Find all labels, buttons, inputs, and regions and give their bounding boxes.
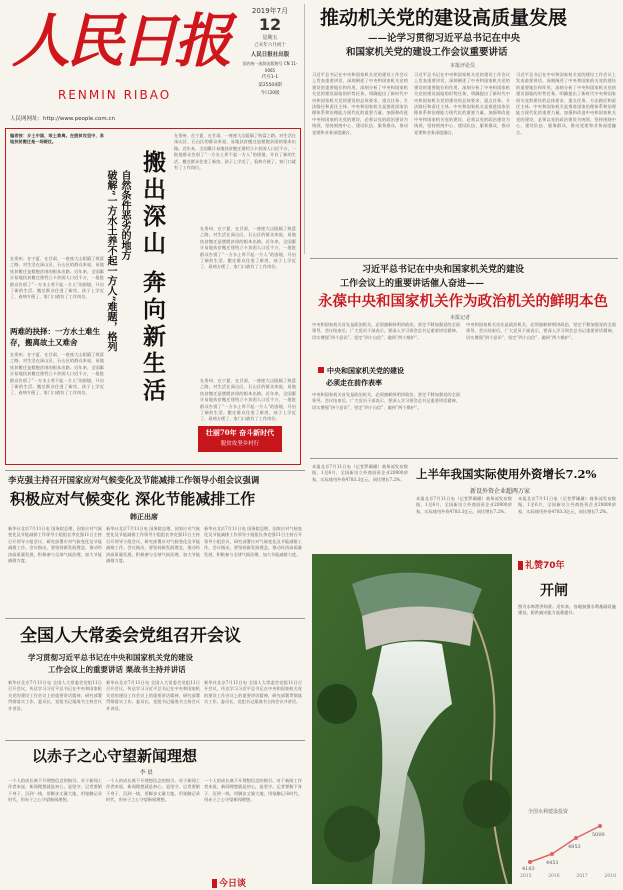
feature-side-head: 两难的抉择：一方水土难生存，搬离故土又难舍 bbox=[10, 327, 100, 347]
today-talk-text: 今日谈 bbox=[219, 879, 247, 889]
pages: 今日20版 bbox=[260, 91, 280, 96]
npc-headline: 全国人大常委会党组召开会议 bbox=[20, 626, 241, 646]
lead-subhead1: ——论学习贯彻习近平总书记在中央 bbox=[368, 33, 521, 44]
second-kicker1: 习近平总书记在中央和国家机关党的建设 bbox=[362, 265, 525, 275]
second-body-col1: 中央和国家机关首先是政治机关，必须旗帜鲜明讲政治，坚定不移加强党的全面领导。会议结束后，广大党员干部表示，要深入学习领会总书记重要讲话精神，切实增强“四个意识”、坚定“四个自信”、做到“两个维护”。 bbox=[312, 322, 460, 340]
second-headline: 永葆中央和国家机关作为政治机关的鲜明本色 bbox=[318, 293, 608, 310]
mini-chart-value: 5000 bbox=[592, 832, 605, 838]
mini-chart-caption: 全国水利建设投资 bbox=[528, 809, 569, 815]
masthead-pinyin: RENMIN RIBAO bbox=[58, 88, 172, 102]
date-box bbox=[240, 6, 300, 124]
mini-chart-value: 4183 bbox=[522, 866, 535, 872]
commentary-top-rule bbox=[5, 740, 305, 741]
forex-body-col2: 本报北京7月11日电（记者罗珊珊）商务部发布数据，1至6月，全国新设立外商投资企业20000余家，实际使用外资4783.3亿元，同比增长7.2%。 bbox=[416, 496, 512, 514]
feature-deck2: 破解“一方水土养不起一方人”难题，格列 bbox=[105, 170, 116, 352]
feature-deck1: 自然条件恶劣的地方 bbox=[119, 170, 130, 260]
second-section-tag2: 必须走在前作表率 bbox=[326, 378, 382, 387]
photo-tag-square-icon bbox=[518, 561, 523, 570]
masthead-title: 人民日报 bbox=[12, 7, 229, 75]
forex-subhead: 新设外资企业超两万家 bbox=[470, 488, 531, 495]
feature-body-mid1: 在贵州、在宁夏、在甘肃，一座座大山阻隔了致富之路。对生活在深山区、石山区的群众来说，易地扶贫搬迁是摆脱贫困的根本出路。近年来，全国累计易地扶贫搬迁建档立卡贫困人口近千万，一批批群众告别了“一方水土养不起一方人”的困境，开启了新的生活。搬迁群众住进了新房，孩子上学近了，看病方便了，家门口就有了工作岗位。 bbox=[174, 133, 296, 171]
date-day: 12 bbox=[258, 15, 282, 34]
forex-body-left: 本报北京7月11日电（记者罗珊珊）商务部发布数据，1至6月，全国新设立外商投资企业20000余家，实际使用外资4783.3亿元，同比增长7.2%。 bbox=[312, 464, 408, 482]
forex-body-col3: 本报北京7月11日电（记者罗珊珊）商务部发布数据，1至6月，全国新设立外商投资企业20000余家，实际使用外资4783.3亿元，同比增长7.2%。 bbox=[518, 496, 616, 514]
mini-chart-point bbox=[528, 860, 532, 864]
commentary-body-col1: 一个人的成长离不开理想信念的指引。对于新闻工作者来说，新闻理想就是初心，是坚守。记者要俯下身子、沉到一线，用脚步丈量大地，用笔触记录时代，用赤子之心守望新闻理想。 bbox=[8, 778, 102, 803]
today-talk-square-icon bbox=[212, 879, 217, 888]
dam-photo bbox=[312, 554, 512, 884]
mini-chart-point bbox=[598, 824, 602, 828]
climate-body-col1: 新华社北京7月11日电 国务院总理、国家应对气候变化及节能减排工作领导小组组长李克强11日主持召开领导小组会议，研究部署应对气候变化及节能减排工作。会议指出，要坚持新发展理念，推动经济高质量发展，积极参与全球气候治理，加大节能减排力度。 bbox=[8, 526, 102, 564]
npc-top-rule bbox=[5, 618, 305, 619]
date-year-month: 2019年7月 bbox=[251, 7, 289, 15]
photo-title: 开闸 bbox=[540, 583, 568, 599]
npc-subhead2: 工作会议上的重要讲话 栗战书主持并讲话 bbox=[48, 665, 186, 674]
npc-body-col1: 新华社北京7月11日电 全国人大常委会党组11日召开会议，传达学习习近平总书记在中央和国家机关党的建设工作会议上的重要讲话精神，研究部署贯彻落实工作。委员长、党组书记栗战书主持会议并讲话。 bbox=[8, 680, 102, 711]
commentary-body-col3: 一个人的成长离不开理想信念的指引。对于新闻工作者来说，新闻理想就是初心，是坚守。记者要俯下身子、沉到一线，用脚步丈量大地，用笔触记录时代，用赤子之心守望新闻理想。 bbox=[204, 778, 302, 803]
lead-body-col2: 习近平总书记在中央和国家机关党的建设工作会议上发表重要讲话，深刻阐述了中央和国家机关党的建设的重要地位和作用，深刻分析了中央和国家机关党的建设面临的形势任务，明确提出了新时代中央和国家机关党的建设的总体要求、重点任务、方法路径和责任主体。中央和国家机关是推进国家治理体系和治理能力现代化的重要力量。加强和改进中央和国家机关党的建设，必须以党的政治建设为统领，坚持围绕中心、建设队伍、服务群众，推动党建和业务深度融合。 bbox=[414, 72, 510, 135]
mini-chart bbox=[518, 818, 616, 874]
mini-chart-value: 4853 bbox=[568, 844, 581, 850]
section-tag-text: 中央和国家机关党的建设 bbox=[327, 366, 404, 375]
second-kicker2: 工作会议上的重要讲话催人奋进—— bbox=[340, 279, 485, 289]
feature-body-mid2: 在贵州、在宁夏、在甘肃，一座座大山阻隔了致富之路。对生活在深山区、石山区的群众来说，易地扶贫搬迁是摆脱贫困的根本出路。近年来，全国累计易地扶贫搬迁建档立卡贫困人口近千万，一批批群众告别了“一方水土养不起一方人”的困境，开启了新的生活。搬迁群众住进了新房，孩子上学近了，看病方便了，家门口就有了工作岗位。 bbox=[200, 226, 296, 270]
photo-tag-text: 礼赞70年 bbox=[525, 561, 565, 571]
mini-chart-years bbox=[520, 874, 616, 879]
lead-body-col3: 习近平总书记在中央和国家机关党的建设工作会议上发表重要讲话，深刻阐述了中央和国家机关党的建设的重要地位和作用，深刻分析了中央和国家机关党的建设面临的形势任务，明确提出了新时代中央和国家机关党的建设的总体要求、重点任务、方法路径和责任主体。中央和国家机关是推进国家治理体系和治理能力现代化的重要力量。加强和改进中央和国家机关党的建设，必须以党的政治建设为统领，坚持围绕中心、建设队伍、服务群众，推动党建和业务深度融合。 bbox=[516, 72, 616, 135]
mini-chart-value: 4451 bbox=[546, 860, 559, 866]
photo-tag bbox=[518, 558, 565, 571]
dam-photo-illustration bbox=[312, 554, 512, 884]
mini-chart-point bbox=[550, 852, 554, 856]
today-talk-tag bbox=[212, 876, 246, 889]
lead-subhead2: 和国家机关党的建设工作会议重要讲话 bbox=[346, 47, 508, 58]
forex-top-rule bbox=[310, 458, 618, 459]
second-byline: 本报记者 bbox=[450, 315, 471, 321]
second-body-col3: 中央和国家机关首先是政治机关，必须旗帜鲜明讲政治，坚定不移加强党的全面领导。会议结束后，广大党员干部表示，要深入学习领会总书记重要讲话精神，切实增强“四个意识”、坚定“四个自信”、做到“两个维护”。 bbox=[312, 392, 460, 410]
mini-chart-year: 2015 bbox=[520, 874, 532, 879]
commentary-byline: 李 晨 bbox=[140, 770, 153, 776]
feature-banner-line1: 壮丽70年 奋斗新时代 bbox=[205, 428, 275, 437]
mini-chart-line bbox=[530, 826, 600, 862]
publisher: 人民日报社出版 bbox=[250, 52, 290, 58]
date-lunar: 己亥年六月初十 bbox=[254, 43, 286, 48]
feature-banner bbox=[198, 426, 282, 452]
feature-banner-line2: 脱贫攻坚乡村行 bbox=[220, 441, 260, 447]
mini-chart-year: 2016 bbox=[548, 874, 560, 879]
mini-chart-point bbox=[574, 836, 578, 840]
climate-note: 韩正出席 bbox=[130, 512, 158, 521]
npc-body-col3: 新华社北京7月11日电 全国人大常委会党组11日召开会议，传达学习习近平总书记在中央和国家机关党的建设工作会议上的重要讲话精神，研究部署贯彻落实工作。委员长、党组书记栗战书主持会议并讲话。 bbox=[204, 680, 302, 705]
second-body-col2: 中央和国家机关首先是政治机关，必须旗帜鲜明讲政治，坚定不移加强党的全面领导。会议结束后，广大党员干部表示，要深入学习领会总书记重要讲话精神，切实增强“四个意识”、坚定“四个自信”、做到“两个维护”。 bbox=[466, 322, 616, 340]
npc-body-col2: 新华社北京7月11日电 全国人大常委会党组11日召开会议，传达学习习近平总书记在中央和国家机关党的建设工作会议上的重要讲话精神，研究部署贯彻落实工作。委员长、党组书记栗战书主持会议并讲话。 bbox=[106, 680, 200, 711]
feature-body-left: 在贵州、在宁夏、在甘肃，一座座大山阻隔了致富之路。对生活在深山区、石山区的群众来说，易地扶贫搬迁是摆脱贫困的根本出路。近年来，全国累计易地扶贫搬迁建档立卡贫困人口近千万，一批批群众告别了“一方水土养不起一方人”的困境，开启了新的生活。搬迁群众住进了新房，孩子上学近了，看病方便了，家门口就有了工作岗位。 bbox=[10, 256, 104, 300]
forex-headline: 上半年我国实际使用外资增长7.2% bbox=[416, 467, 597, 481]
second-story-top-rule bbox=[310, 258, 618, 259]
section-tag-square-icon bbox=[318, 367, 324, 373]
tree-cluster bbox=[317, 684, 357, 724]
code: 代号1-1 bbox=[261, 75, 279, 80]
mini-chart-year: 2017 bbox=[576, 874, 588, 879]
masthead-website: 人民网网址：http://www.people.com.cn bbox=[10, 116, 115, 122]
climate-top-rule bbox=[5, 470, 305, 471]
climate-body-col2: 新华社北京7月11日电 国务院总理、国家应对气候变化及节能减排工作领导小组组长李克强11日主持召开领导小组会议，研究部署应对气候变化及节能减排工作。会议指出，要坚持新发展理念，推动经济高质量发展，积极参与全球气候治理，加大节能减排力度。 bbox=[106, 526, 200, 564]
tree-cluster bbox=[463, 780, 511, 828]
feature-editor-note: 编者按：乡土中国，故土难离。在脱贫攻坚中，易地扶贫搬迁是一场硬仗。 bbox=[10, 133, 104, 145]
feature-body-left2: 在贵州、在宁夏、在甘肃，一座座大山阻隔了致富之路。对生活在深山区、石山区的群众来说，易地扶贫搬迁是摆脱贫困的根本出路。近年来，全国累计易地扶贫搬迁建档立卡贫困人口近千万，一批批群众告别了“一方水土养不起一方人”的困境，开启了新的生活。搬迁群众住进了新房，孩子上学近了，看病方便了，家门口就有了工作岗位。 bbox=[10, 352, 104, 396]
feature-headline: 搬出深山 奔向新生活 bbox=[139, 150, 166, 406]
lead-byline: 本报评论员 bbox=[450, 63, 476, 69]
photo-caption: 图为水库泄洪场景。近年来，各地加强水利基础设施建设，防洪减灾能力显著提升。 bbox=[518, 604, 616, 616]
second-section-tag bbox=[318, 366, 404, 376]
feature-body-mid3: 在贵州、在宁夏、在甘肃，一座座大山阻隔了致富之路。对生活在深山区、石山区的群众来说，易地扶贫搬迁是摆脱贫困的根本出路。近年来，全国累计易地扶贫搬迁建档立卡贫困人口近千万，一批批群众告别了“一方水土养不起一方人”的困境，开启了新的生活。搬迁群众住进了新房，孩子上学近了，看病方便了，家门口就有了工作岗位。 bbox=[200, 378, 296, 422]
climate-headline: 积极应对气候变化 深化节能减排工作 bbox=[10, 490, 256, 508]
climate-kicker: 李克强主持召开国家应对气候变化及节能减排工作领导小组会议强调 bbox=[8, 475, 260, 485]
mini-chart-year: 2018 bbox=[604, 874, 616, 879]
lead-headline: 推动机关党的建设高质量发展 bbox=[320, 7, 568, 29]
date-weekday: 星期五 bbox=[262, 35, 278, 41]
commentary-headline: 以赤子之心守望新闻理想 bbox=[32, 747, 198, 765]
masthead-divider bbox=[304, 4, 305, 254]
issue-no: 第25504期 bbox=[258, 83, 282, 88]
tree-cluster bbox=[324, 806, 380, 862]
npc-subhead1: 学习贯彻习近平总书记在中央和国家机关党的建设 bbox=[28, 653, 193, 662]
issn: 国内统一连续出版物号 CN 11-0065 bbox=[242, 61, 298, 73]
climate-body-col3: 新华社北京7月11日电 国务院总理、国家应对气候变化及节能减排工作领导小组组长李克强11日主持召开领导小组会议，研究部署应对气候变化及节能减排工作。会议指出，要坚持新发展理念，推动经济高质量发展，积极参与全球气候治理，加大节能减排力度。 bbox=[204, 526, 302, 557]
lead-body-col1: 习近平总书记在中央和国家机关党的建设工作会议上发表重要讲话，深刻阐述了中央和国家机关党的建设的重要地位和作用，深刻分析了中央和国家机关党的建设面临的形势任务，明确提出了新时代中央和国家机关党的建设的总体要求、重点任务、方法路径和责任主体。中央和国家机关是推进国家治理体系和治理能力现代化的重要力量。加强和改进中央和国家机关党的建设，必须以党的政治建设为统领，坚持围绕中心、建设队伍、服务群众，推动党建和业务深度融合。 bbox=[312, 72, 408, 135]
commentary-body-col2: 一个人的成长离不开理想信念的指引。对于新闻工作者来说，新闻理想就是初心，是坚守。记者要俯下身子、沉到一线，用脚步丈量大地，用笔触记录时代，用赤子之心守望新闻理想。 bbox=[106, 778, 200, 803]
